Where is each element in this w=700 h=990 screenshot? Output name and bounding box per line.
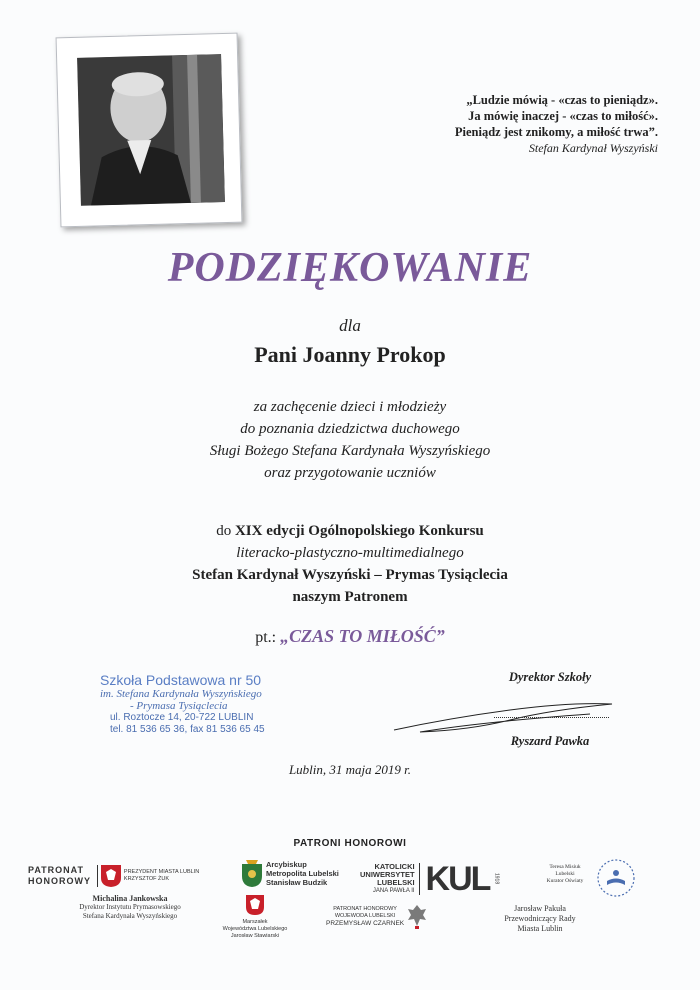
portrait-silhouette [77, 54, 225, 206]
patron-role: Stefana Kardynała Wyszyńskiego [82, 912, 178, 920]
patron-label: HONOROWY [28, 876, 91, 886]
contest-line: Stefan Kardynał Wyszyński – Prymas Tysiąclecia [192, 567, 508, 583]
patron-line: Metropolita Lubelski [265, 868, 339, 878]
lublin-voivodeship-crest-icon [245, 894, 265, 916]
stamp-phone: tel. 81 536 65 36, fax 81 536 65 45 [110, 724, 265, 735]
patron-city-council [470, 904, 610, 934]
patron-line: UNIWERSYTET [360, 870, 415, 879]
kuratorium-logo-icon [596, 858, 636, 898]
contest-line: literacko-plastyczno-multimedialnego [236, 545, 464, 561]
lublin-crest-icon [100, 864, 122, 888]
certificate-title: PODZIĘKOWANIE [167, 245, 533, 291]
patron-line: Arcybiskup [265, 859, 307, 869]
patron-line: WOJEWODA LUBELSKI [334, 912, 396, 919]
patron-line: LUBELSKI [377, 878, 415, 887]
contest-prefix: do [216, 523, 232, 539]
polish-eagle-icon [406, 902, 428, 930]
quote-author: Stefan Kardynał Wyszyński [528, 141, 658, 155]
patron-line: JANA PAWŁA II [372, 888, 415, 894]
portrait-photo-frame [56, 33, 243, 228]
motto-text: „CZAS TO MIŁOŚĆ” [280, 626, 445, 646]
contest-line: naszym Patronem [292, 589, 408, 605]
issue-date: Lublin, 31 maja 2019 r. [288, 762, 412, 777]
director-signature [390, 700, 620, 736]
patron-line: KATOLICKI [374, 862, 415, 871]
archbishop-coat-of-arms-icon [240, 858, 264, 888]
patron-line: Miasta Lublin [517, 924, 563, 933]
patron-mayor-title: PREZYDENT MIASTA LUBLIN [123, 869, 200, 875]
patron-line: Lubelski [555, 871, 575, 877]
reason-block [0, 396, 700, 484]
kul-logo-text: KUL [425, 860, 490, 898]
patron-line: Kurator Oświaty [546, 878, 584, 884]
director-role: Dyrektor Szkoły [508, 670, 592, 684]
signature-line [494, 717, 609, 718]
stamp-patron-line: im. Stefana Kardynała Wyszyńskiego [100, 688, 262, 700]
patron-archbishop [240, 858, 360, 888]
dla-text: dla [339, 316, 361, 335]
quote-block [358, 92, 658, 156]
patron-institute [40, 894, 220, 921]
patron-mayor-name: KRZYSZTOF ŻUK [123, 876, 170, 882]
contest-motto [0, 626, 700, 647]
patron-voivode [326, 902, 456, 930]
cardinal-portrait-photo [77, 54, 225, 206]
patron-line: Jarosław Pakuła [514, 904, 566, 913]
contest-line: XIX edycji Ogólnopolskiego Konkursu [234, 523, 484, 539]
kul-logo-year: 1918 [493, 873, 500, 885]
reason-line: do poznania dziedzictwa duchowego [240, 421, 460, 437]
reason-line: oraz przygotowanie uczniów [264, 465, 436, 481]
stamp-patron-line: - Prymasa Tysiąclecia [130, 700, 228, 712]
patron-line: Województwa Lubelskiego [222, 926, 288, 932]
recipient-name: Pani Joanny Prokop [254, 342, 446, 367]
patron-mayor [28, 864, 258, 888]
quote-line: Pieniądz jest znikomy, a miłość trwa”. [454, 125, 658, 139]
patron-line: PRZEMYSŁAW CZARNEK [326, 919, 405, 927]
contest-block [0, 520, 700, 608]
patron-person: Michalina Jankowska [92, 894, 168, 903]
patron-line: Przewodniczący Rady [504, 914, 576, 923]
patron-marshal [215, 894, 295, 940]
patron-label: PATRONAT [28, 865, 84, 875]
patron-kurator [530, 864, 600, 885]
reason-line: za zachęcenie dzieci i młodzieży [253, 399, 447, 415]
patron-line: Jarosław Stawiarski [230, 933, 280, 939]
stamp-address: ul. Roztocze 14, 20-722 LUBLIN [110, 712, 254, 723]
quote-line: „Ludzie mówią - «czas to pieniądz». [466, 93, 658, 107]
quote-line: Ja mówię inaczej - «czas to miłość». [468, 109, 658, 123]
stamp-school-name: Szkoła Podstawowa nr 50 [100, 672, 262, 688]
motto-prefix: pt.: [255, 629, 277, 646]
director-name: Ryszard Pawka [510, 734, 590, 748]
patron-line: Stanisław Budzik [265, 877, 328, 887]
patron-role: Dyrektor Instytutu Prymasowskiego [79, 903, 181, 911]
reason-line: Sługi Bożego Stefana Kardynała Wyszyńskiego [209, 443, 491, 459]
patron-kul [360, 862, 510, 896]
patron-line: Marszałek [242, 919, 268, 925]
patrons-title: PATRONI HONOROWI [293, 838, 407, 849]
patron-line: PATRONAT HONOROWY [333, 905, 397, 912]
patron-line: Teresa Misiuk [549, 864, 581, 870]
school-stamp [100, 672, 300, 736]
